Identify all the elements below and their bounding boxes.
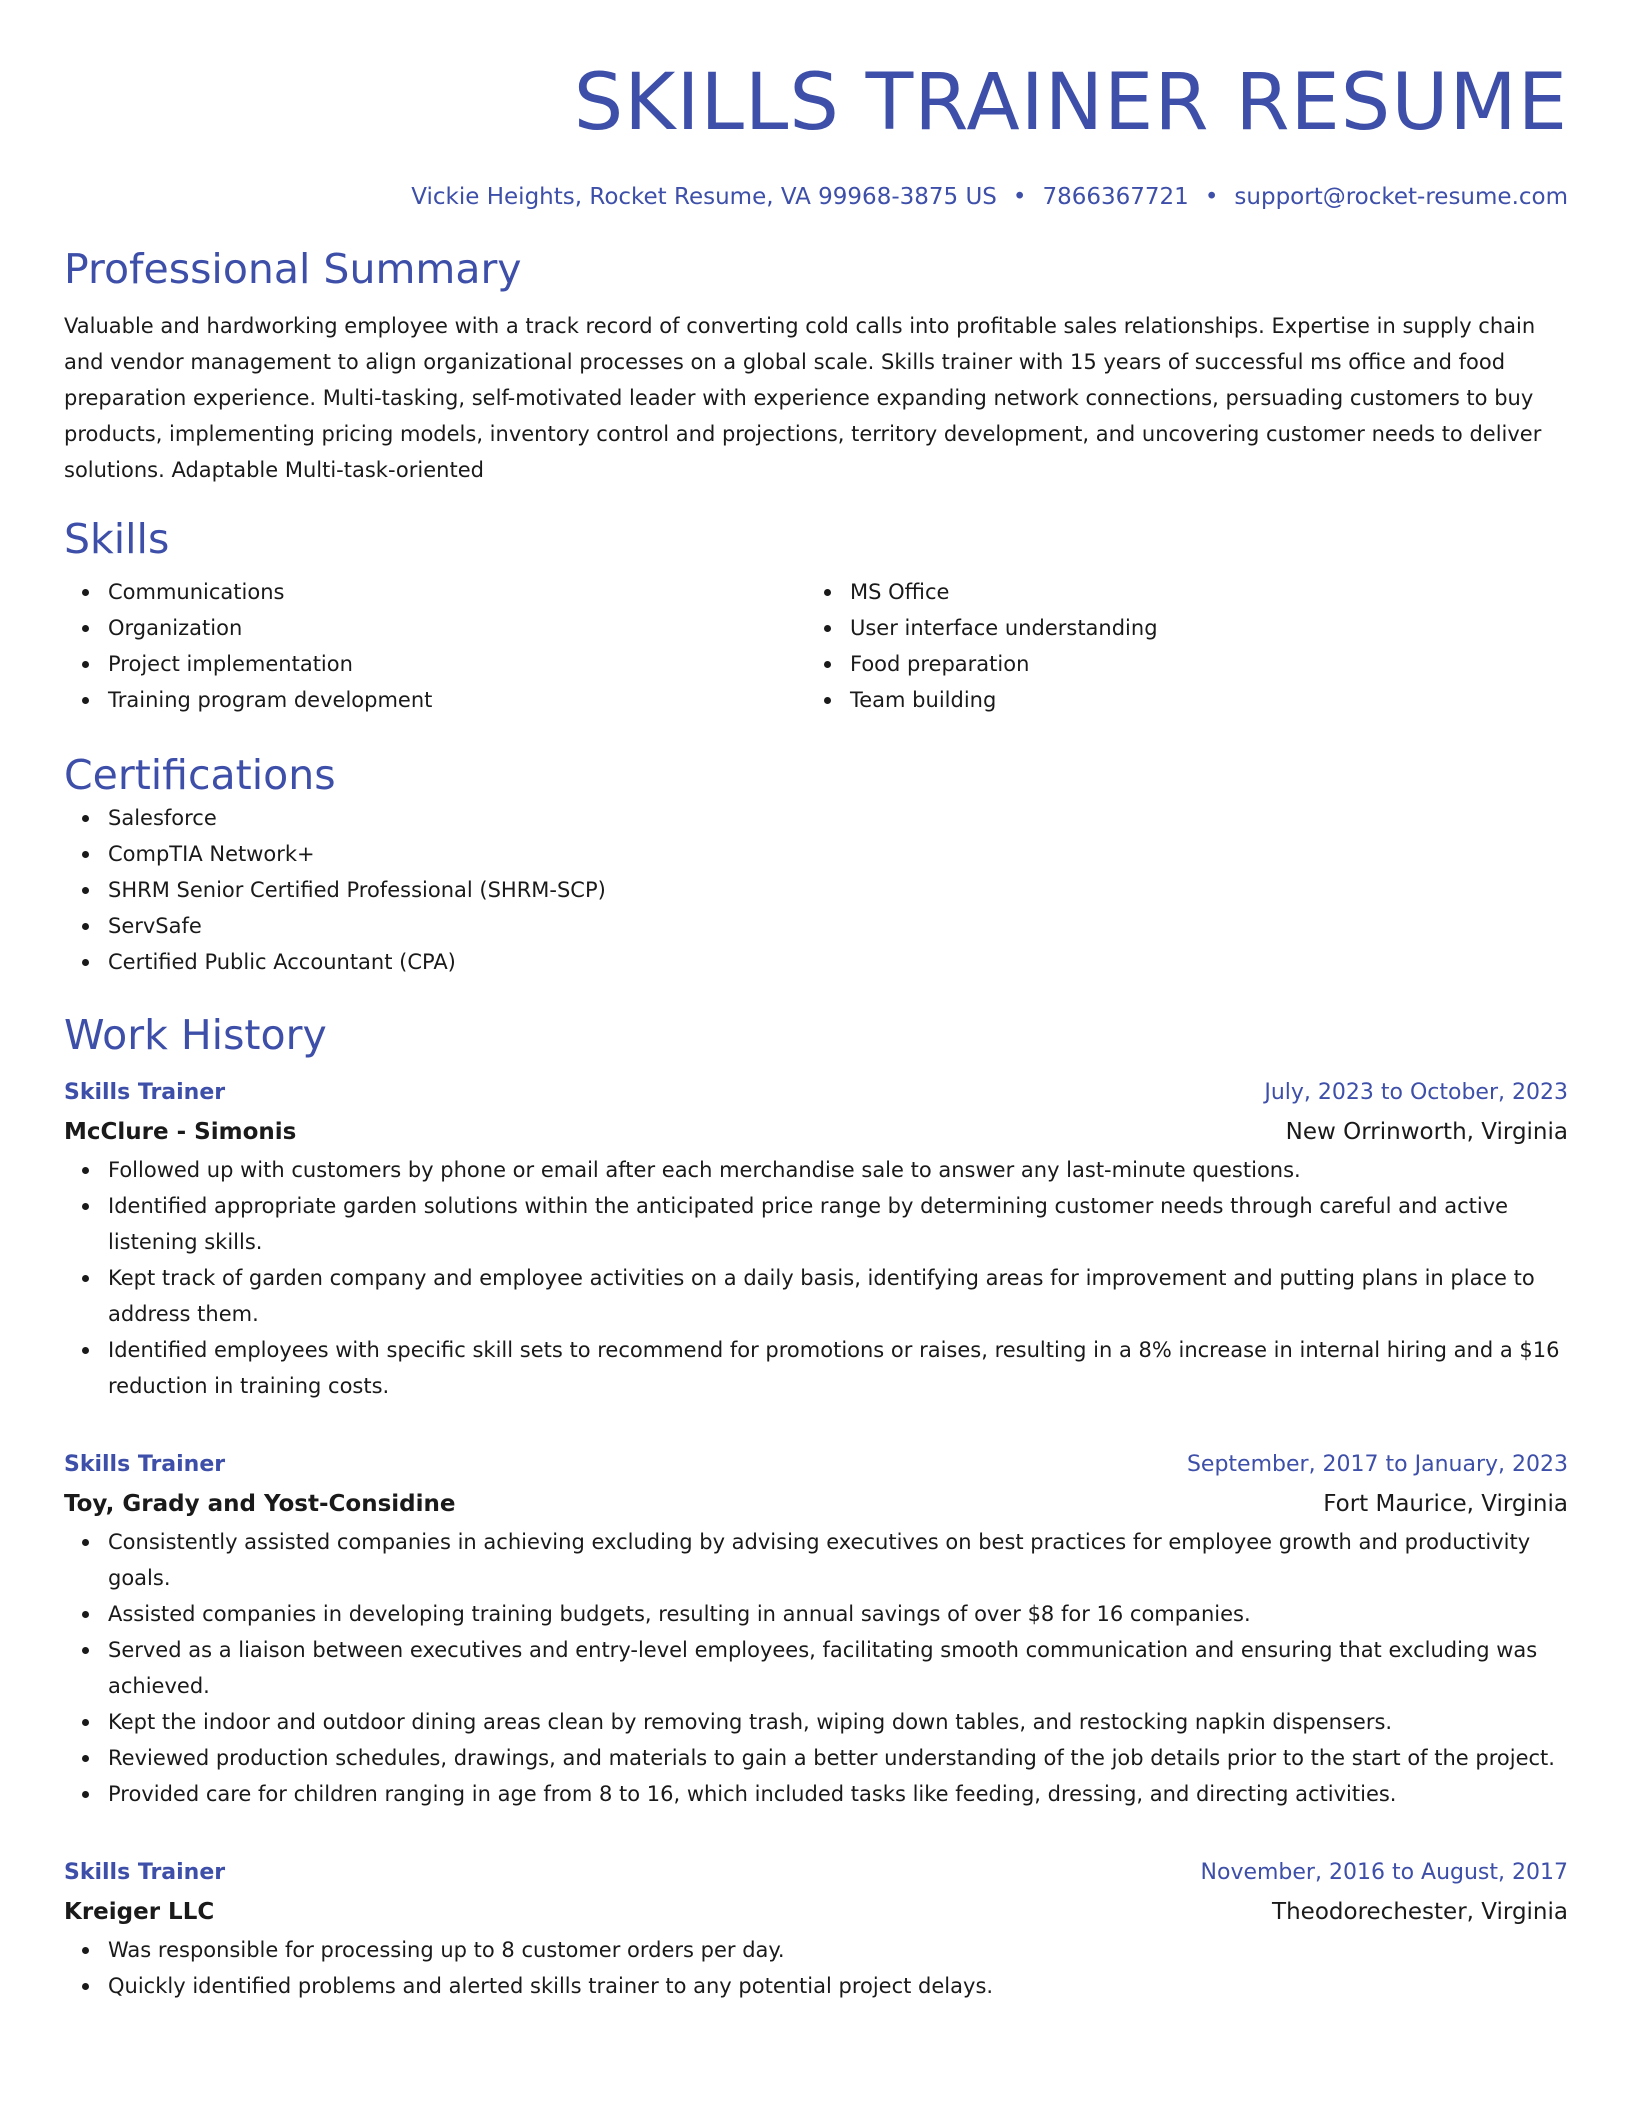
contact-separator: • [1012,184,1027,210]
job-bullet: Kept track of garden company and employee activities on a daily basis, identifying areas for improvement and putting plans in place to address them. [64,1260,1568,1332]
job-bullets [64,1152,1568,1404]
job-bullet: Kept the indoor and outdoor dining areas clean by removing trash, wiping down tables, and restocking napkin dispensers. [64,1704,1568,1740]
skill-item: Team building [806,682,1548,718]
contact-email: support@rocket-resume.com [1234,184,1568,210]
job-bullets [64,1932,1568,2004]
job-location: Fort Maurice, Virginia [1323,1491,1568,1517]
job-company: McClure - Simonis [64,1119,297,1145]
job-title: Skills Trainer [64,1080,226,1105]
job-bullet: Identified appropriate garden solutions within the anticipated price range by determining customer needs through careful and active listening skills. [64,1188,1568,1260]
skills-column-left [64,574,806,718]
job-location: Theodorechester, Virginia [1272,1899,1568,1925]
certifications-list [64,800,1568,980]
skill-item: Training program development [64,682,806,718]
skill-item: User interface understanding [806,610,1548,646]
certification-item: ServSafe [64,908,1568,944]
job-title: Skills Trainer [64,1860,226,1885]
skills-column-right [806,574,1548,718]
job-bullet: Followed up with customers by phone or email after each merchandise sale to answer any last-minute questions. [64,1152,1568,1188]
resume-page [64,0,1568,2004]
job-entry [64,1854,1568,2004]
job-bullet: Consistently assisted companies in achieving excluding by advising executives on best practices for employee growth and productivity goals. [64,1524,1568,1596]
resume-title: SKILLS TRAINER RESUME [573,58,1568,148]
job-bullet: Identified employees with specific skill sets to recommend for promotions or raises, resulting in a 8% increase in internal hiring and a $16 reduction in training costs. [64,1332,1568,1404]
job-company: Kreiger LLC [64,1899,215,1925]
skills-list [64,574,1568,718]
contact-phone: 7866367721 [1042,184,1189,210]
certification-item: Certified Public Accountant (CPA) [64,944,1568,980]
section-heading-certifications: Certifications [64,751,336,799]
skill-item: Food preparation [806,646,1548,682]
summary-text: Valuable and hardworking employee with a track record of converting cold calls into profitable sales relationships. Expertise in supply chain and vendor management to align organizational processes on a global scale. Skills trainer with 15 years of successful ms office and food preparation experience. Multi-tasking, self-motivated leader with experience expanding network connections, persuading customers to buy products, implementing pricing models, inventory control and projections, territory development, and uncovering customer needs to deliver solutions. Adaptable Multi-task-oriented [64,314,1542,482]
skill-item: MS Office [806,574,1548,610]
job-bullet: Assisted companies in developing training budgets, resulting in annual savings of over $8 for 16 companies. [64,1596,1568,1632]
section-heading-skills: Skills [64,515,170,563]
job-entry [64,1074,1568,1404]
job-title: Skills Trainer [64,1452,226,1477]
job-location: New Orrinworth, Virginia [1285,1119,1568,1145]
contact-address: Vickie Heights, Rocket Resume, VA 99968-3875 US [411,184,997,210]
certification-item: CompTIA Network+ [64,836,1568,872]
job-dates: July, 2023 to October, 2023 [1264,1080,1568,1105]
certification-item: SHRM Senior Certified Professional (SHRM-SCP) [64,872,1568,908]
job-company: Toy, Grady and Yost-Considine [64,1491,456,1517]
job-bullet: Served as a liaison between executives and entry-level employees, facilitating smooth communication and ensuring that excluding was achieved. [64,1632,1568,1704]
job-bullet: Provided care for children ranging in age from 8 to 16, which included tasks like feeding, dressing, and directing activities. [64,1776,1568,1812]
job-bullets [64,1524,1568,1812]
contact-line [64,182,1568,212]
section-heading-summary: Professional Summary [64,245,522,293]
job-bullet: Was responsible for processing up to 8 customer orders per day. [64,1932,1568,1968]
job-bullet: Quickly identified problems and alerted skills trainer to any potential project delays. [64,1968,1568,2004]
section-heading-work-history: Work History [64,1011,327,1059]
job-dates: November, 2016 to August, 2017 [1200,1860,1568,1885]
contact-separator: • [1204,184,1219,210]
job-bullet: Reviewed production schedules, drawings, and materials to gain a better understanding of the job details prior to the start of the project. [64,1740,1568,1776]
certification-item: Salesforce [64,800,1568,836]
job-dates: September, 2017 to January, 2023 [1186,1452,1568,1477]
skill-item: Organization [64,610,806,646]
skill-item: Communications [64,574,806,610]
job-entry [64,1446,1568,1812]
skill-item: Project implementation [64,646,806,682]
